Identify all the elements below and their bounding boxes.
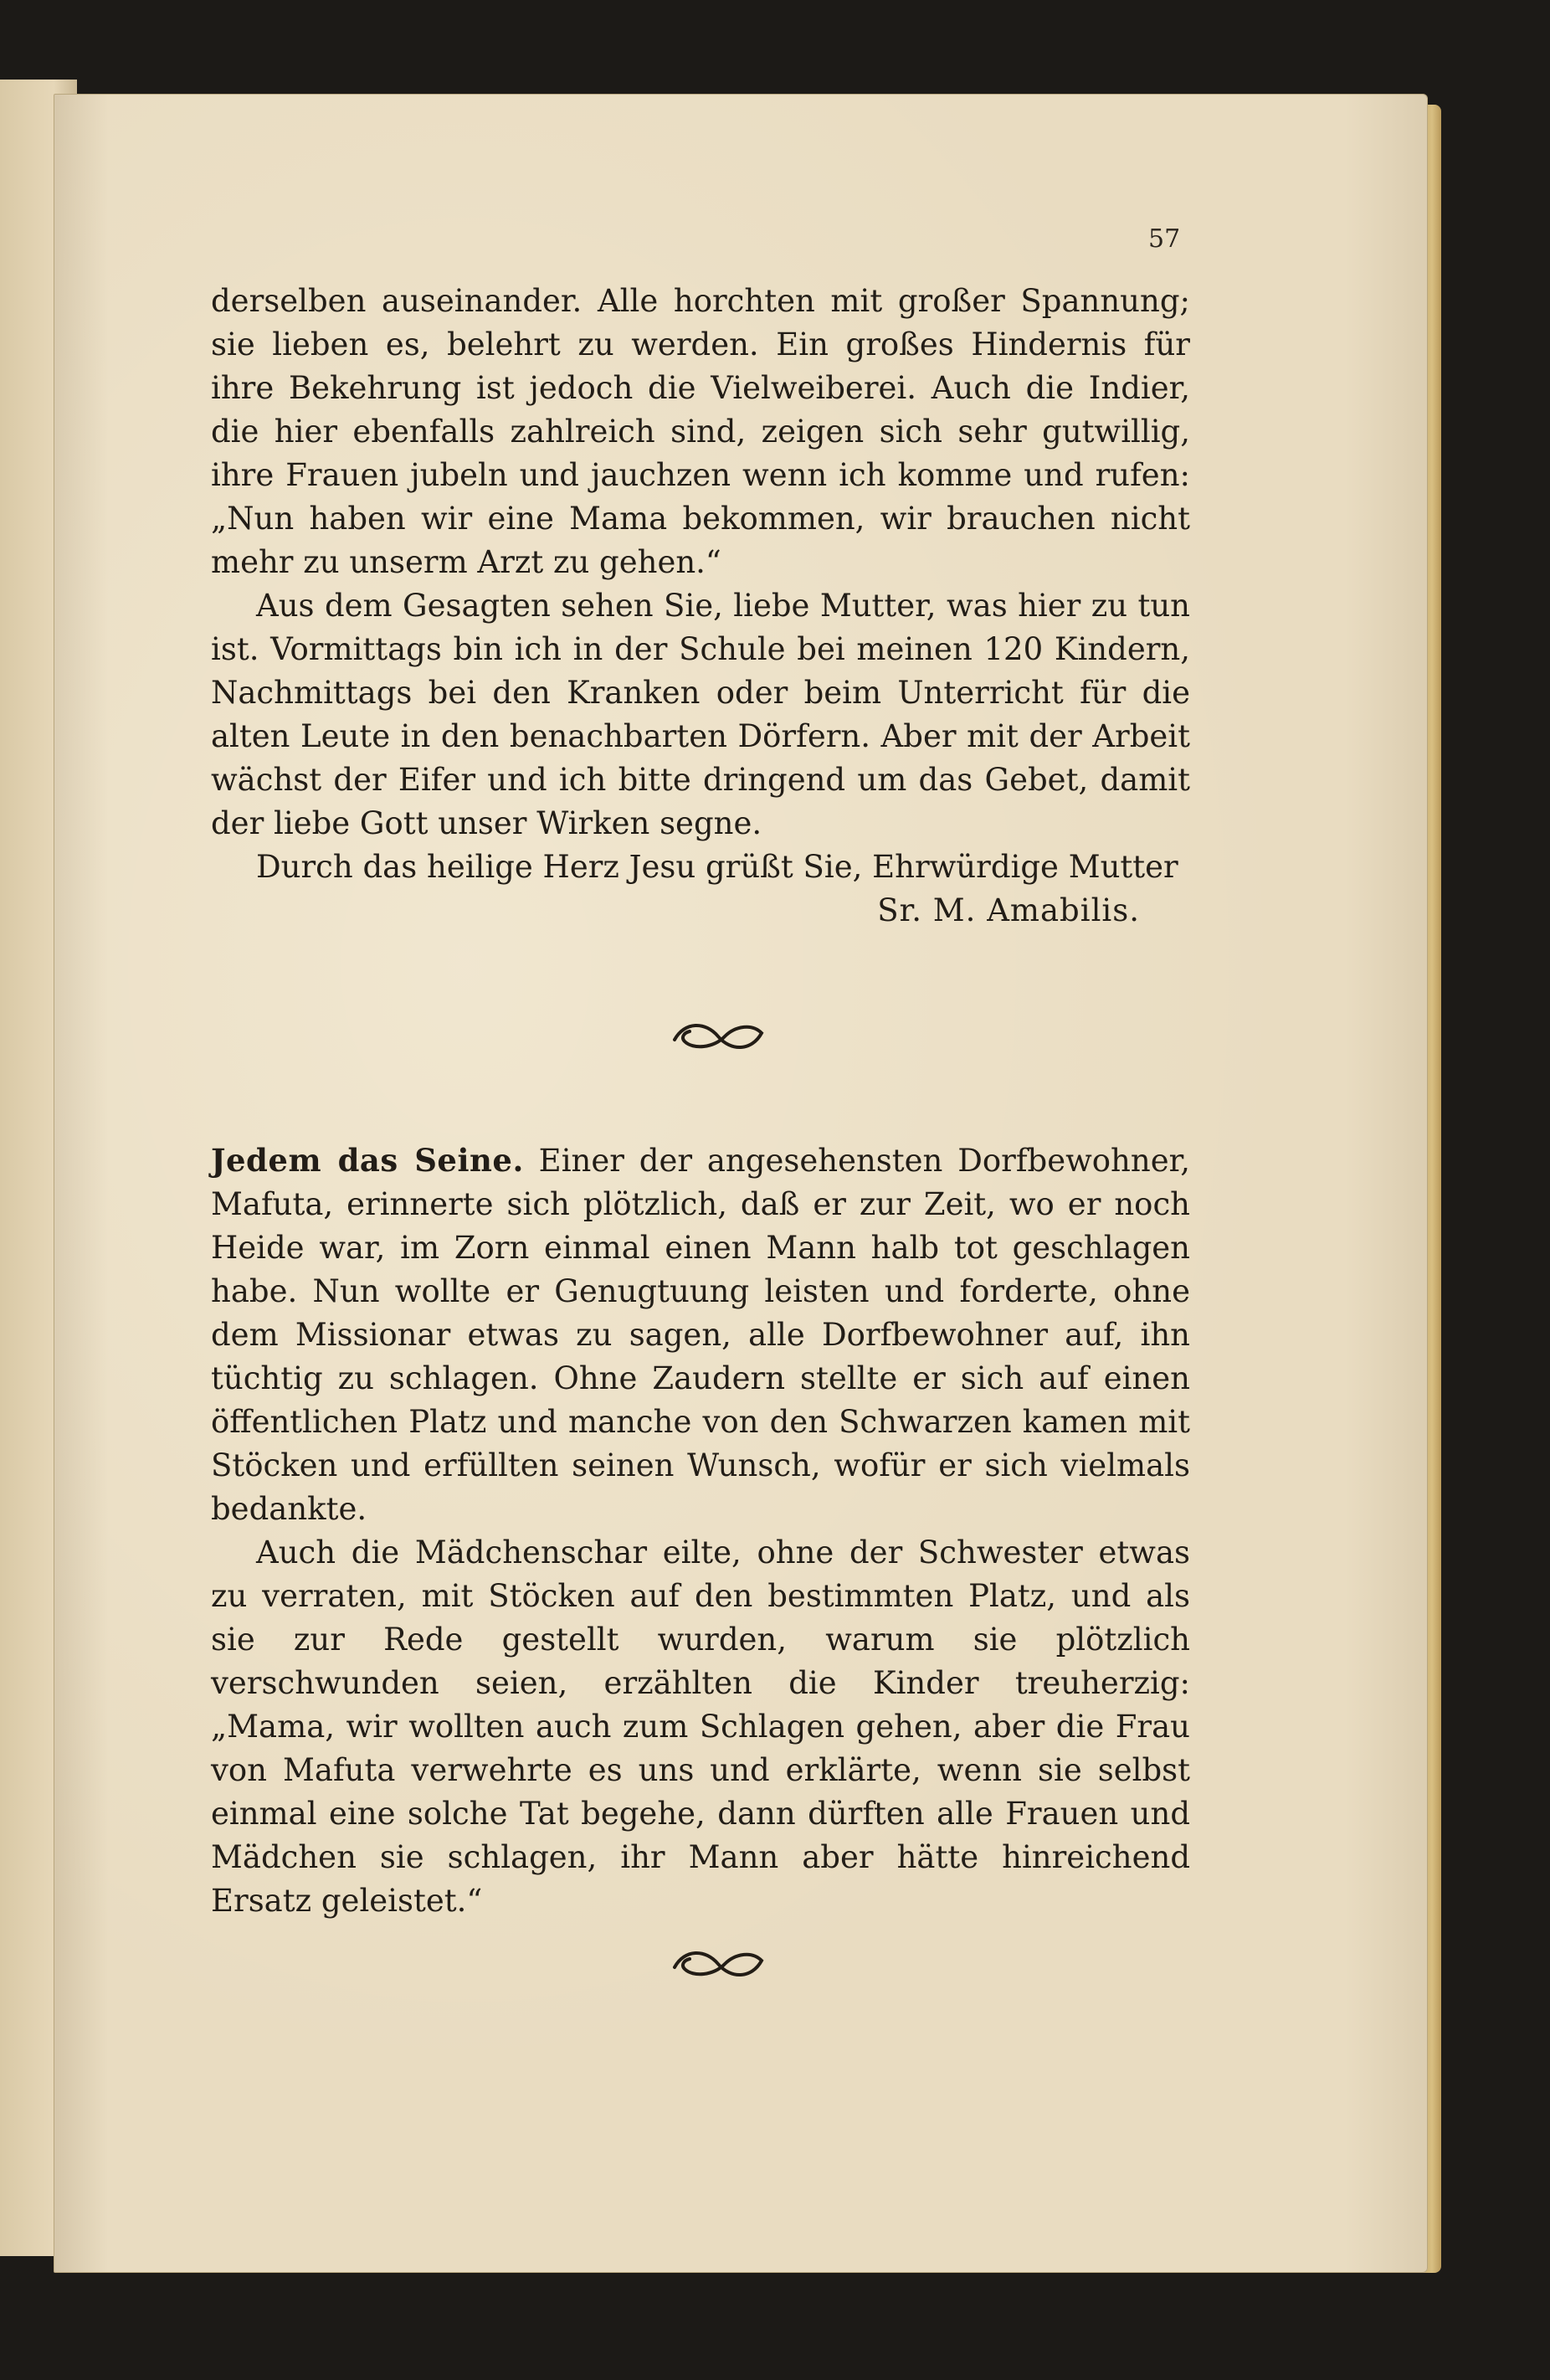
signature: Sr. M. Amabilis. (877, 892, 1140, 928)
letter-section (211, 280, 1190, 933)
paragraph: Auch die Mädchenschar eilte, ohne der Schwester etwas zu verraten, mit Stöcken auf den bestimmten Platz, und als sie zur Rede gestellt wurden, warum sie plötzlich verschwunden seien, erzählten die Kinder treuherzig: „Mama, wir wollten auch zum Schlagen gehen, aber die Frau von Mafuta verwehrte es uns und erklärte, wenn sie selbst einmal eine solche Tat begehe, dann dürften alle Frauen und Mädchen sie schlagen, ihr Mann aber hätte hinreichend Ersatz geleistet.“ (211, 1534, 1190, 1919)
flourish-icon (668, 1942, 768, 1984)
anecdote-section (211, 1139, 1190, 1923)
paragraph (211, 1139, 1190, 1531)
flourish-icon (668, 1015, 768, 1056)
paragraph: derselben auseinander. Alle horchten mit großer Spannung; sie lieben es, belehrt zu werden. Ein großes Hindernis für ihre Bekehrung ist jedoch die Vielweiberei. Auch die Indier, die hier ebenfalls zahlreich sind, zeigen sich sehr gutwillig, ihre Frauen jubeln und jauchzen wenn ich komme und rufen: „Nun haben wir eine Mama bekommen, wir brauchen nicht mehr zu unserm Arzt zu gehen.“ (211, 283, 1190, 580)
paragraph: Aus dem Gesagten sehen Sie, liebe Mutter, was hier zu tun ist. Vormittags bin ich in der Schule bei meinen 120 Kindern, Nachmittags bei den Kranken oder beim Unterricht für die alten Leute in den benachbarten Dörfern. Aber mit der Arbeit wächst der Eifer und ich bitte dringend um das Gebet, damit der liebe Gott unser Wirken segne. (211, 588, 1190, 841)
section-heading: Jedem das Seine. (211, 1142, 524, 1179)
paragraph-text: Einer der angesehensten Dorfbewohner, Mafuta, erinnerte sich plötzlich, daß er zur Zeit, wo er noch Heide war, im Zorn einmal einen Mann halb tot geschlagen habe. Nun wollte er Genugtuung leisten und forderte, ohne dem Missionar etwas zu sagen, alle Dorfbewohner auf, ihn tüchtig zu schlagen. Ohne Zaudern stellte er sich auf einen öffentlichen Platz und manche von den Schwarzen kamen mit Stöcken und erfüllten seinen Wunsch, wofür er sich vielmals bedankte. (211, 1143, 1190, 1527)
closing-line: Durch das heilige Herz Jesu grüßt Sie, Ehrwürdige Mutter (256, 849, 1178, 885)
page-number: 57 (1148, 224, 1181, 254)
